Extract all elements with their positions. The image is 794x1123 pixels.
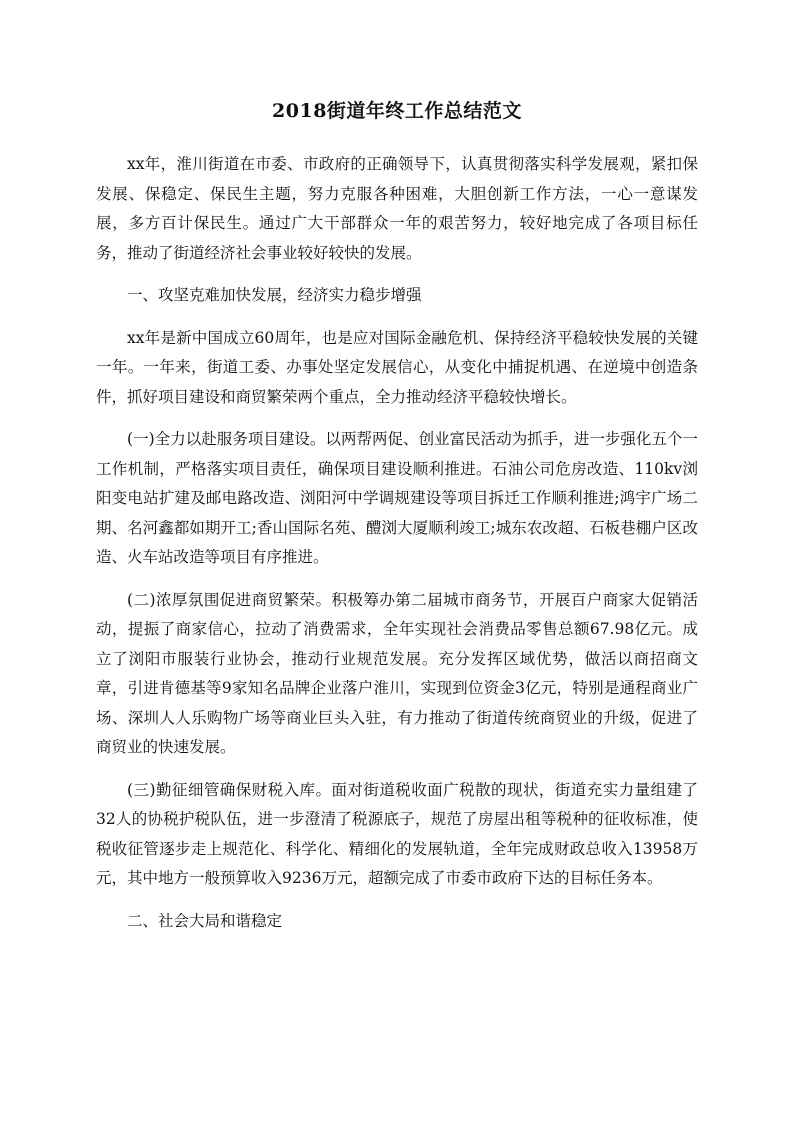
document-body (96, 150, 698, 949)
document-title: 2018街道年终工作总结范文 (272, 100, 522, 122)
section-heading-2: 二、社会大局和谐稳定 (127, 911, 283, 930)
body-paragraph: xx年是新中国成立60周年，也是应对国际金融危机、保持经济平稳较快发展的关键一年。一年来，街道工委、办事处坚定发展信心，从变化中捕捉机遇、在逆境中创造条件，抓好项目建设和商贸繁荣两个重点，全力推动经济平稳较快增长。 (96, 328, 698, 406)
body-paragraph: (二)浓厚氛围促进商贸繁荣。积极筹办第二届城市商务节，开展百户商家大促销活动，提振了商家信心，拉动了消费需求，全年实现社会消费品零售总额67.98亿元。成立了浏阳市服装行业协会，推动行业规范发展。充分发挥区域优势，做活以商招商文章，引进肯德基等9家知名品牌企业落户淮川，实现到位资金3亿元，特别是通程商业广场、深圳人人乐购物广场等商业巨头入驻，有力推动了街道传统商贸业的升级，促进了商贸业的快速发展。 (96, 590, 698, 756)
section-heading-1: 一、攻坚克难加快发展，经济实力稳步增强 (127, 286, 422, 304)
body-paragraph: (三)勤征细管确保财税入库。面对街道税收面广税散的现状，街道充实力量组建了32人的协税护税队伍，进一步澄清了税源底子，规范了房屋出租等税种的征收标准，使税收征管逐步走上规范化、科学化、精细化的发展轨道，全年完成财政总收入13958万元，其中地方一般预算收入9236万元，超额完成了市委市政府下达的目标任务本。 (96, 780, 698, 887)
body-paragraph: (一)全力以赴服务项目建设。以两帮两促、创业富民活动为抓手，进一步强化五个一工作机制，严格落实项目责任，确保项目建设顺利推进。石油公司危房改造、110kv浏阳变电站扩建及邮电路改造、浏阳河中学调规建设等项目拆迁工作顺利推进;鸿宇广场二期、名河鑫都如期开工;香山国际名苑、醴浏大厦顺利竣工;城东农改超、石板巷棚户区改造、火车站改造等项目有序推进。 (96, 430, 698, 566)
intro-paragraph: xx年，淮川街道在市委、市政府的正确领导下，认真贯彻落实科学发展观，紧扣保发展、保稳定、保民生主题，努力克服各种困难，大胆创新工作方法，一心一意谋发展，多方百计保民生。通过广大干部群众一年的艰苦努力，较好地完成了各项目标任务，推动了街道经济社会事业较好较快的发展。 (96, 155, 698, 262)
